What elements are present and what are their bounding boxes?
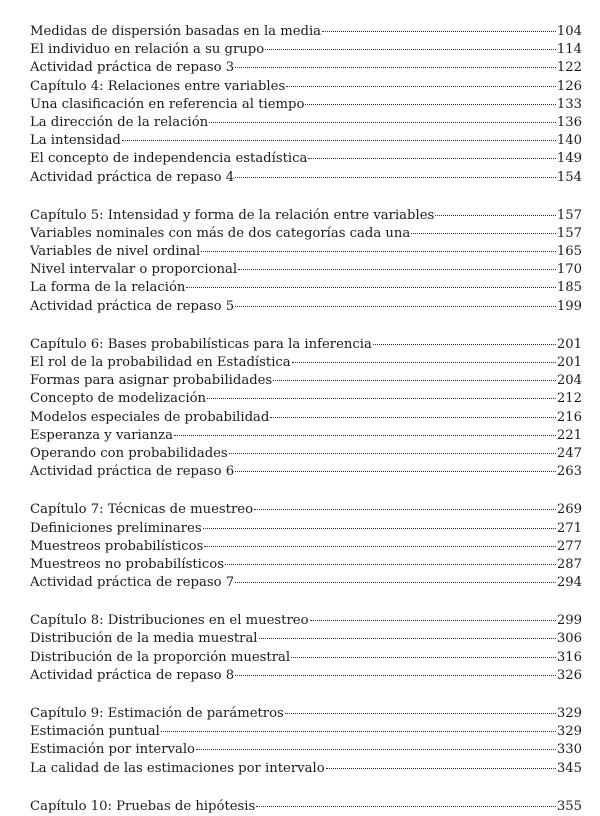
dot-leader bbox=[373, 344, 556, 345]
toc-section bbox=[30, 23, 582, 187]
dot-leader bbox=[235, 306, 556, 307]
toc-entry[interactable] bbox=[30, 760, 582, 778]
toc-entry-title: Capítulo 5: Intensidad y forma de la relación entre variables bbox=[30, 207, 435, 223]
dot-leader bbox=[201, 251, 556, 252]
dot-leader bbox=[291, 657, 556, 658]
section-gap bbox=[30, 481, 582, 501]
toc-entry[interactable] bbox=[30, 59, 582, 77]
dot-leader bbox=[259, 638, 556, 639]
toc-entry[interactable] bbox=[30, 409, 582, 427]
dot-leader bbox=[225, 564, 556, 565]
toc-entry-page-number: 154 bbox=[556, 169, 582, 185]
dot-leader bbox=[310, 620, 556, 621]
toc-entry-title: Esperanza y varianza bbox=[30, 427, 173, 443]
section-gap bbox=[30, 187, 582, 207]
toc-entry-page-number: 133 bbox=[556, 96, 582, 112]
toc-entry[interactable] bbox=[30, 298, 582, 316]
toc-entry-title: Variables de nivel ordinal bbox=[30, 244, 201, 260]
toc-entry[interactable] bbox=[30, 798, 582, 816]
toc-entry-page-number: 345 bbox=[556, 760, 582, 776]
dot-leader bbox=[174, 435, 556, 436]
toc-entry-page-number: 114 bbox=[556, 42, 582, 58]
dot-leader bbox=[435, 215, 556, 216]
toc-entry[interactable] bbox=[30, 520, 582, 538]
toc-entry-page-number: 263 bbox=[556, 464, 582, 480]
toc-entry[interactable] bbox=[30, 705, 582, 723]
dot-leader bbox=[196, 749, 556, 750]
toc-entry-title: La intensidad bbox=[30, 133, 121, 149]
toc-entry-title: El concepto de independencia estadística bbox=[30, 151, 308, 167]
toc-entry-title: El individuo en relación a su grupo bbox=[30, 42, 265, 58]
toc-entry-page-number: 329 bbox=[556, 706, 582, 721]
dot-leader bbox=[305, 104, 555, 105]
toc-entry-title: Actividad práctica de repaso 8 bbox=[30, 667, 235, 683]
toc-entry-title: Actividad práctica de repaso 6 bbox=[30, 464, 235, 480]
toc-entry[interactable] bbox=[30, 279, 582, 297]
toc-entry-page-number: 212 bbox=[556, 391, 582, 407]
toc-entry-title: La forma de la relación bbox=[30, 280, 186, 296]
toc-entry-page-number: 306 bbox=[556, 631, 582, 647]
toc-entry[interactable] bbox=[30, 445, 582, 463]
toc-entry[interactable] bbox=[30, 207, 582, 225]
dot-leader bbox=[229, 453, 556, 454]
toc-section bbox=[30, 501, 582, 592]
toc-entry-page-number: 199 bbox=[556, 298, 582, 314]
toc-entry-title: Definiciones preliminares bbox=[30, 520, 202, 536]
toc-entry-page-number: 355 bbox=[556, 798, 582, 814]
dot-leader bbox=[292, 362, 556, 363]
toc-entry-title: Nivel intervalar o proporcional bbox=[30, 262, 238, 278]
table-of-contents bbox=[30, 23, 582, 816]
toc-entry[interactable] bbox=[30, 23, 582, 41]
toc-entry-page-number: 170 bbox=[556, 262, 582, 278]
toc-entry-page-number: 149 bbox=[556, 151, 582, 167]
toc-entry-page-number: 140 bbox=[556, 133, 582, 149]
section-gap bbox=[30, 592, 582, 612]
toc-entry-title: Actividad práctica de repaso 4 bbox=[30, 169, 235, 185]
toc-section bbox=[30, 612, 582, 685]
toc-entry[interactable] bbox=[30, 556, 582, 574]
toc-entry[interactable] bbox=[30, 150, 582, 168]
section-gap bbox=[30, 316, 582, 336]
toc-entry[interactable] bbox=[30, 612, 582, 630]
toc-entry[interactable] bbox=[30, 114, 582, 132]
section-gap bbox=[30, 685, 582, 705]
dot-leader bbox=[326, 768, 556, 769]
toc-entry[interactable] bbox=[30, 225, 582, 243]
toc-entry-page-number: 201 bbox=[556, 336, 582, 352]
dot-leader bbox=[235, 471, 556, 472]
toc-entry-page-number: 294 bbox=[556, 575, 582, 591]
dot-leader bbox=[270, 417, 555, 418]
toc-entry-title: Muestreos no probabilísticos bbox=[30, 556, 224, 572]
toc-entry-title: Distribución de la proporción muestral bbox=[30, 649, 291, 665]
toc-entry[interactable] bbox=[30, 261, 582, 279]
toc-section bbox=[30, 207, 582, 316]
toc-entry-title: Estimación por intervalo bbox=[30, 742, 195, 758]
toc-entry-title: Una clasificación en referencia al tiempo bbox=[30, 96, 305, 112]
toc-entry-title: El rol de la probabilidad en Estadística bbox=[30, 355, 291, 370]
dot-leader bbox=[235, 67, 556, 68]
toc-entry[interactable] bbox=[30, 243, 582, 261]
dot-leader bbox=[235, 582, 556, 583]
toc-entry-title: Estimación puntual bbox=[30, 724, 160, 740]
dot-leader bbox=[235, 675, 556, 676]
toc-entry[interactable] bbox=[30, 630, 582, 648]
toc-entry[interactable] bbox=[30, 390, 582, 408]
toc-entry-title: Formas para asignar probabilidades bbox=[30, 373, 273, 389]
toc-entry-title: Distribución de la media muestral bbox=[30, 631, 258, 647]
toc-entry[interactable] bbox=[30, 427, 582, 445]
toc-entry-title: Capítulo 7: Técnicas de muestreo bbox=[30, 502, 254, 518]
toc-entry[interactable] bbox=[30, 169, 582, 187]
toc-entry[interactable] bbox=[30, 372, 582, 390]
dot-leader bbox=[285, 713, 556, 714]
toc-entry-title: La dirección de la relación bbox=[30, 114, 209, 130]
dot-leader bbox=[203, 528, 556, 529]
toc-entry-page-number: 269 bbox=[556, 502, 582, 518]
dot-leader bbox=[308, 158, 555, 159]
dot-leader bbox=[209, 122, 556, 123]
toc-entry-page-number: 122 bbox=[556, 60, 582, 76]
toc-entry-page-number: 204 bbox=[556, 373, 582, 389]
toc-section bbox=[30, 798, 582, 816]
section-gap bbox=[30, 778, 582, 798]
toc-entry[interactable] bbox=[30, 132, 582, 150]
toc-entry-title: Modelos especiales de probabilidad bbox=[30, 409, 270, 425]
toc-entry-title: Actividad práctica de repaso 3 bbox=[30, 60, 235, 76]
toc-entry-page-number: 136 bbox=[556, 114, 582, 130]
toc-entry-page-number: 185 bbox=[556, 280, 582, 296]
toc-entry-page-number: 165 bbox=[556, 244, 582, 260]
toc-entry-page-number: 277 bbox=[556, 538, 582, 554]
toc-entry-page-number: 316 bbox=[556, 649, 582, 665]
dot-leader bbox=[265, 49, 556, 50]
toc-entry[interactable] bbox=[30, 41, 582, 59]
dot-leader bbox=[186, 287, 555, 288]
toc-entry-title: Capítulo 8: Distribuciones en el muestreo bbox=[30, 613, 309, 629]
toc-entry-page-number: 221 bbox=[556, 427, 582, 443]
dot-leader bbox=[273, 380, 556, 381]
toc-entry-title: Muestreos probabilísticos bbox=[30, 538, 204, 554]
toc-entry[interactable] bbox=[30, 741, 582, 759]
toc-entry-title: Actividad práctica de repaso 7 bbox=[30, 575, 235, 591]
toc-entry-title: Operando con probabilidades bbox=[30, 445, 228, 461]
toc-entry-page-number: 326 bbox=[556, 667, 582, 683]
toc-entry[interactable] bbox=[30, 336, 582, 354]
toc-entry-page-number: 157 bbox=[556, 207, 582, 223]
toc-entry-page-number: 216 bbox=[556, 409, 582, 425]
dot-leader bbox=[411, 233, 556, 234]
toc-entry-title: Capítulo 10: Pruebas de hipótesis bbox=[30, 798, 256, 814]
toc-entry-title: Concepto de modelización bbox=[30, 391, 206, 407]
dot-leader bbox=[256, 806, 556, 807]
toc-entry-page-number: 329 bbox=[556, 724, 582, 740]
toc-section bbox=[30, 336, 582, 482]
toc-entry-title: Capítulo 6: Bases probabilísticas para la inferencia bbox=[30, 336, 372, 352]
toc-entry-title: Variables nominales con más de dos categorías cada una bbox=[30, 225, 411, 241]
toc-entry[interactable] bbox=[30, 78, 582, 96]
toc-entry[interactable] bbox=[30, 667, 582, 685]
toc-entry-title: Medidas de dispersión basadas en la media bbox=[30, 24, 322, 39]
toc-entry-page-number: 330 bbox=[556, 742, 582, 758]
toc-entry-page-number: 201 bbox=[556, 355, 582, 370]
toc-entry-title: Actividad práctica de repaso 5 bbox=[30, 298, 235, 314]
dot-leader bbox=[286, 86, 556, 87]
toc-entry[interactable] bbox=[30, 538, 582, 556]
dot-leader bbox=[322, 31, 556, 32]
toc-entry[interactable] bbox=[30, 501, 582, 519]
dot-leader bbox=[254, 509, 556, 510]
toc-entry-title: Capítulo 4: Relaciones entre variables bbox=[30, 78, 286, 94]
toc-entry-page-number: 271 bbox=[556, 520, 582, 536]
dot-leader bbox=[204, 546, 555, 547]
toc-section bbox=[30, 705, 582, 778]
dot-leader bbox=[161, 731, 556, 732]
toc-entry-title: La calidad de las estimaciones por intervalo bbox=[30, 760, 325, 776]
dot-leader bbox=[122, 140, 556, 141]
toc-entry[interactable] bbox=[30, 463, 582, 481]
toc-entry-page-number: 287 bbox=[556, 556, 582, 572]
dot-leader bbox=[207, 398, 556, 399]
toc-entry-page-number: 104 bbox=[556, 24, 582, 39]
toc-entry[interactable] bbox=[30, 354, 582, 372]
toc-entry[interactable] bbox=[30, 574, 582, 592]
toc-entry-page-number: 247 bbox=[556, 445, 582, 461]
toc-entry[interactable] bbox=[30, 723, 582, 741]
toc-entry-title: Capítulo 9: Estimación de parámetros bbox=[30, 706, 284, 721]
dot-leader bbox=[238, 269, 556, 270]
toc-entry-page-number: 126 bbox=[556, 78, 582, 94]
toc-entry[interactable] bbox=[30, 96, 582, 114]
dot-leader bbox=[235, 177, 556, 178]
toc-entry-page-number: 157 bbox=[556, 225, 582, 241]
toc-entry-page-number: 299 bbox=[556, 613, 582, 629]
toc-entry[interactable] bbox=[30, 649, 582, 667]
